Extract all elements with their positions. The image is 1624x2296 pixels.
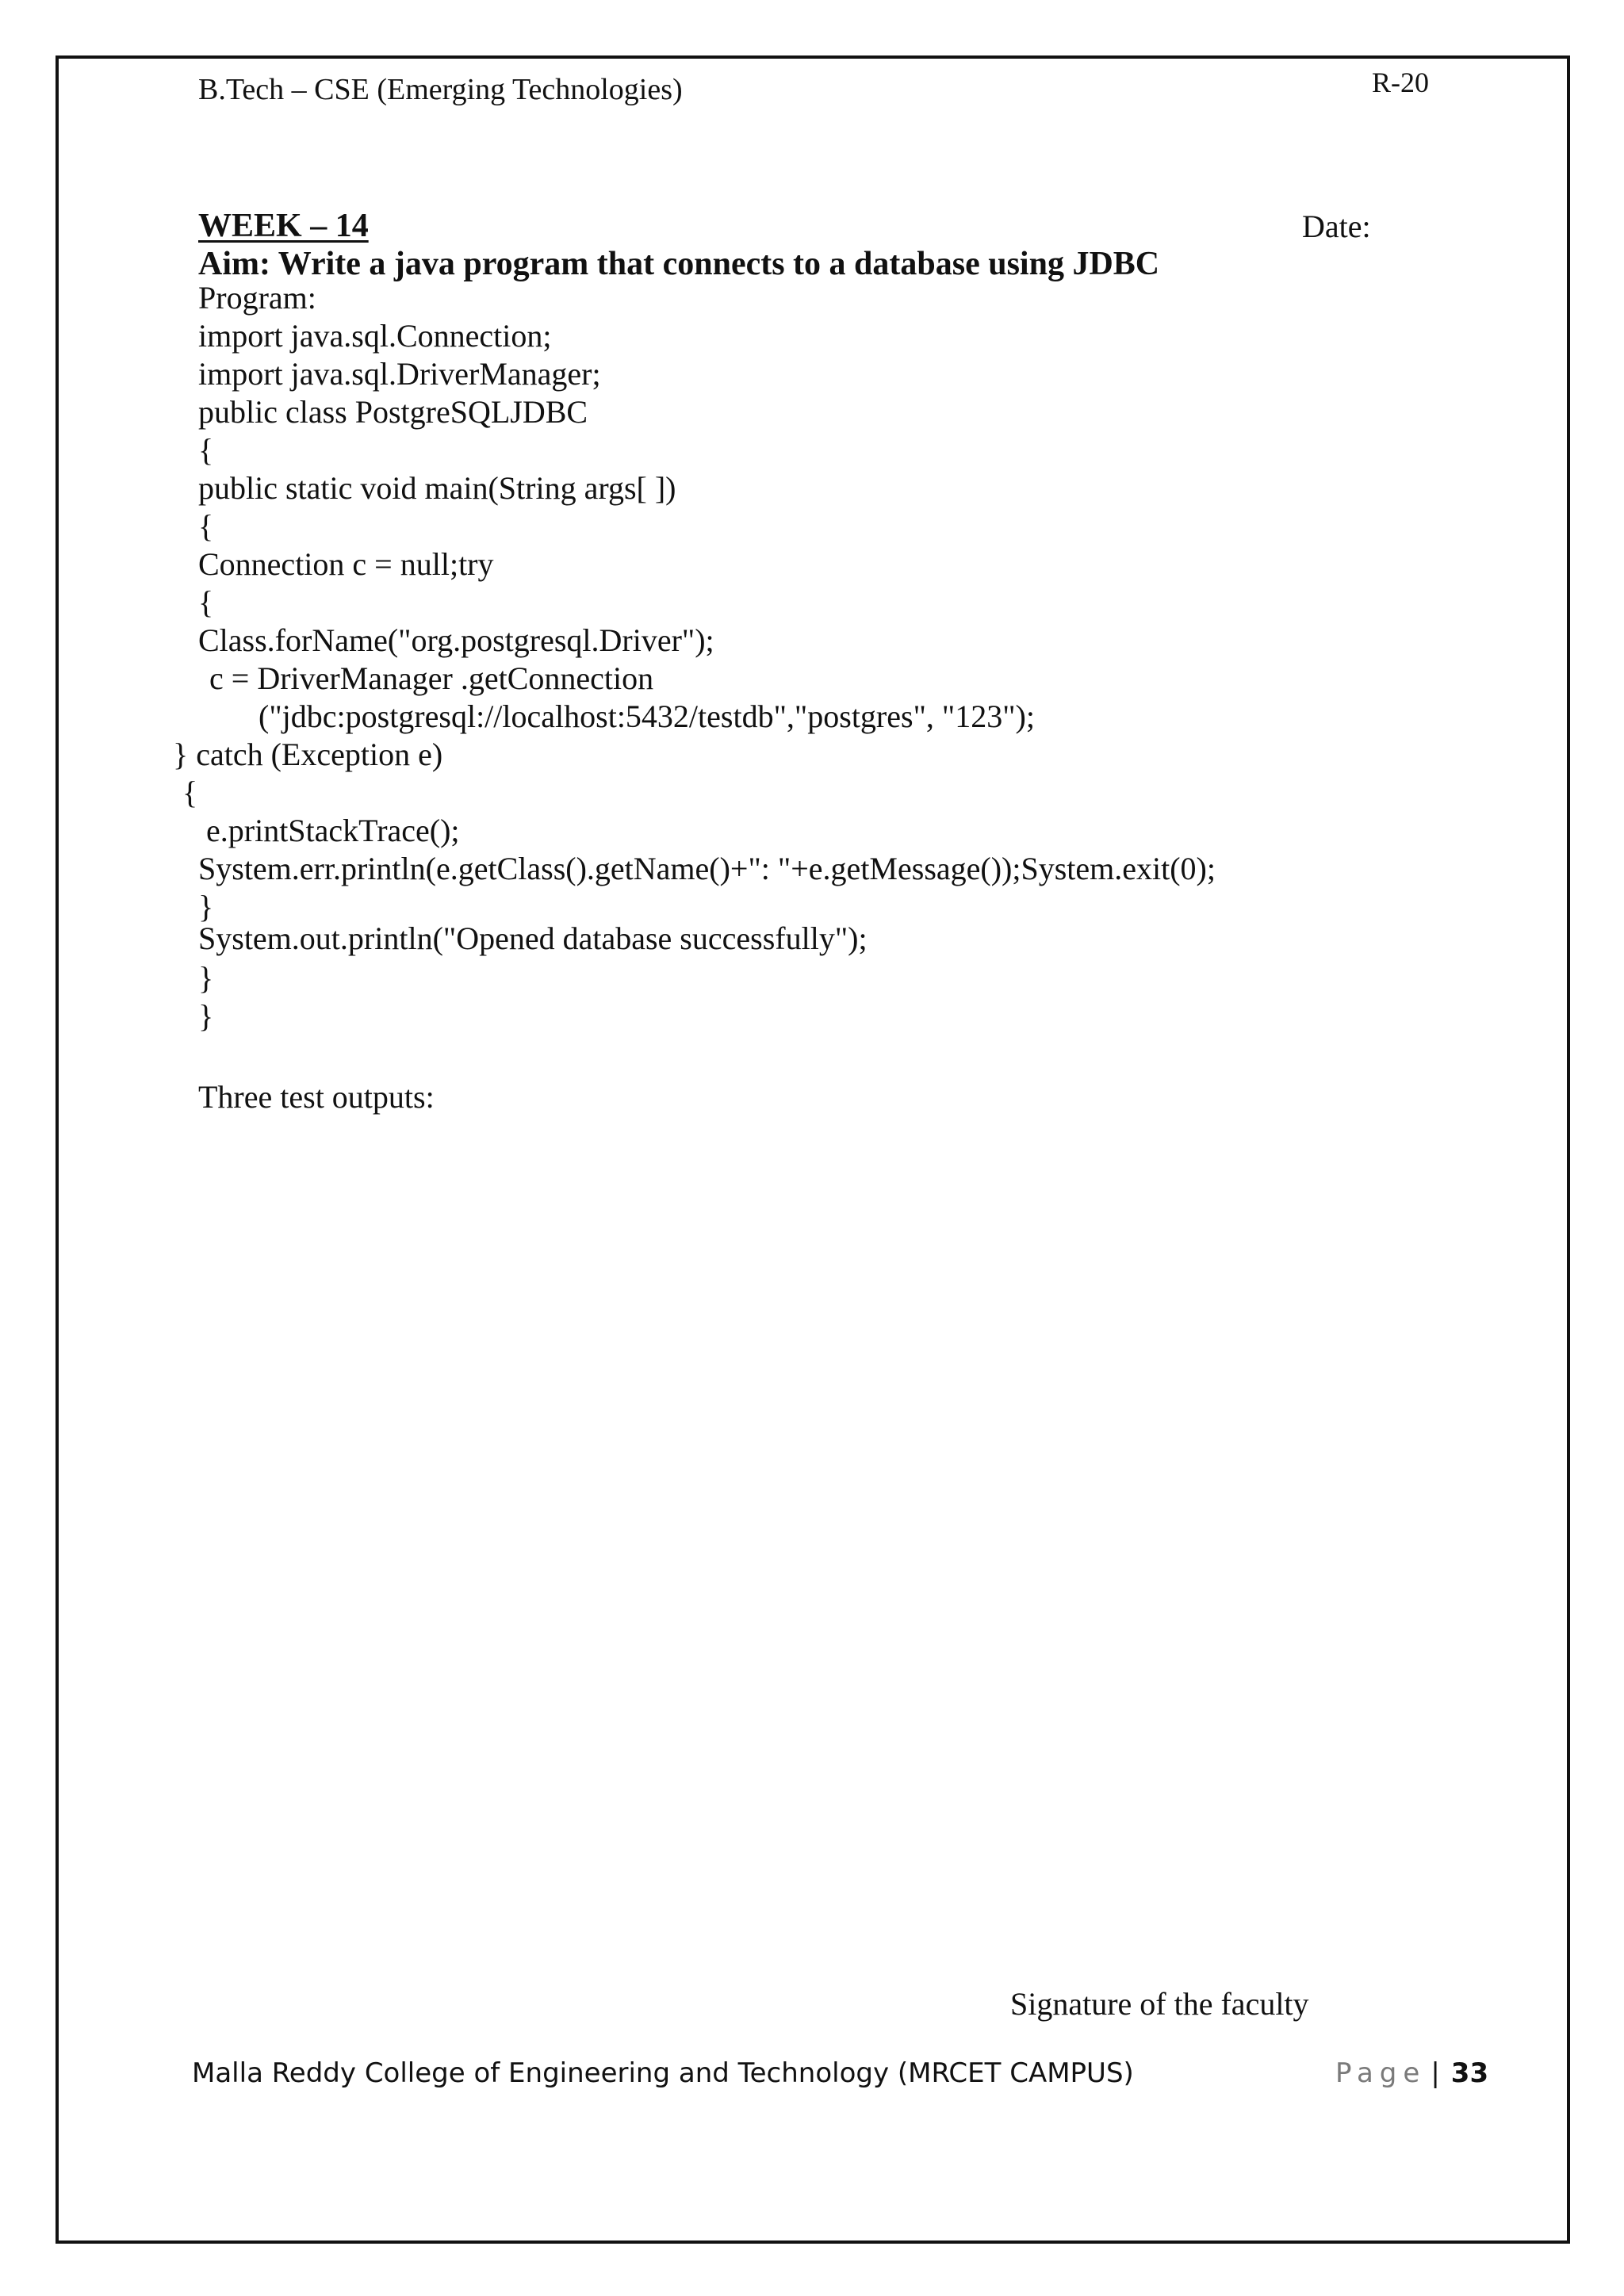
code-line: } [198,889,214,924]
week-heading: WEEK – 14 [198,208,369,244]
code-line: import java.sql.DriverManager; [198,356,601,392]
code-line: } [198,998,214,1034]
code-line: { [182,775,198,810]
code-line: import java.sql.Connection; [198,318,552,354]
code-line: System.err.println(e.getClass().getName()+": "+e.getMessage());System.exit(0); [198,851,1216,886]
header-regulation: R-20 [1372,67,1429,98]
footer-page [1335,2057,1489,2089]
footer-college: Malla Reddy College of Engineering and Technology (MRCET CAMPUS) [192,2057,1134,2089]
aim-statement: Aim: Write a java program that connects to a database using JDBC [198,246,1160,282]
code-line: public class PostgreSQLJDBC [198,394,588,430]
code-line: Class.forName("org.postgresql.Driver"); [198,622,714,658]
code-line: c = DriverManager .getConnection [209,660,654,696]
header-course: B.Tech – CSE (Emerging Technologies) [198,73,683,106]
code-line: { [198,432,214,468]
outputs-label: Three test outputs: [198,1079,435,1115]
page-word: Page [1335,2057,1427,2089]
code-line: e.printStackTrace(); [206,813,460,848]
page-separator: | [1431,2057,1440,2089]
code-line: { [198,584,214,620]
code-line: public static void main(String args[ ]) [198,470,676,506]
code-line: ("jdbc:postgresql://localhost:5432/testdb","postgres", "123"); [259,698,1035,734]
program-label: Program: [198,280,316,316]
code-line: Connection c = null;try [198,546,494,582]
code-line: { [198,508,214,544]
code-line: } catch (Exception e) [173,737,443,772]
date-label: Date: [1302,209,1371,244]
page-number: 33 [1450,2057,1489,2089]
code-line: } [198,960,214,996]
faculty-signature-label: Signature of the faculty [1010,1986,1309,2022]
code-line: System.out.println("Opened database successfully"); [198,920,868,956]
